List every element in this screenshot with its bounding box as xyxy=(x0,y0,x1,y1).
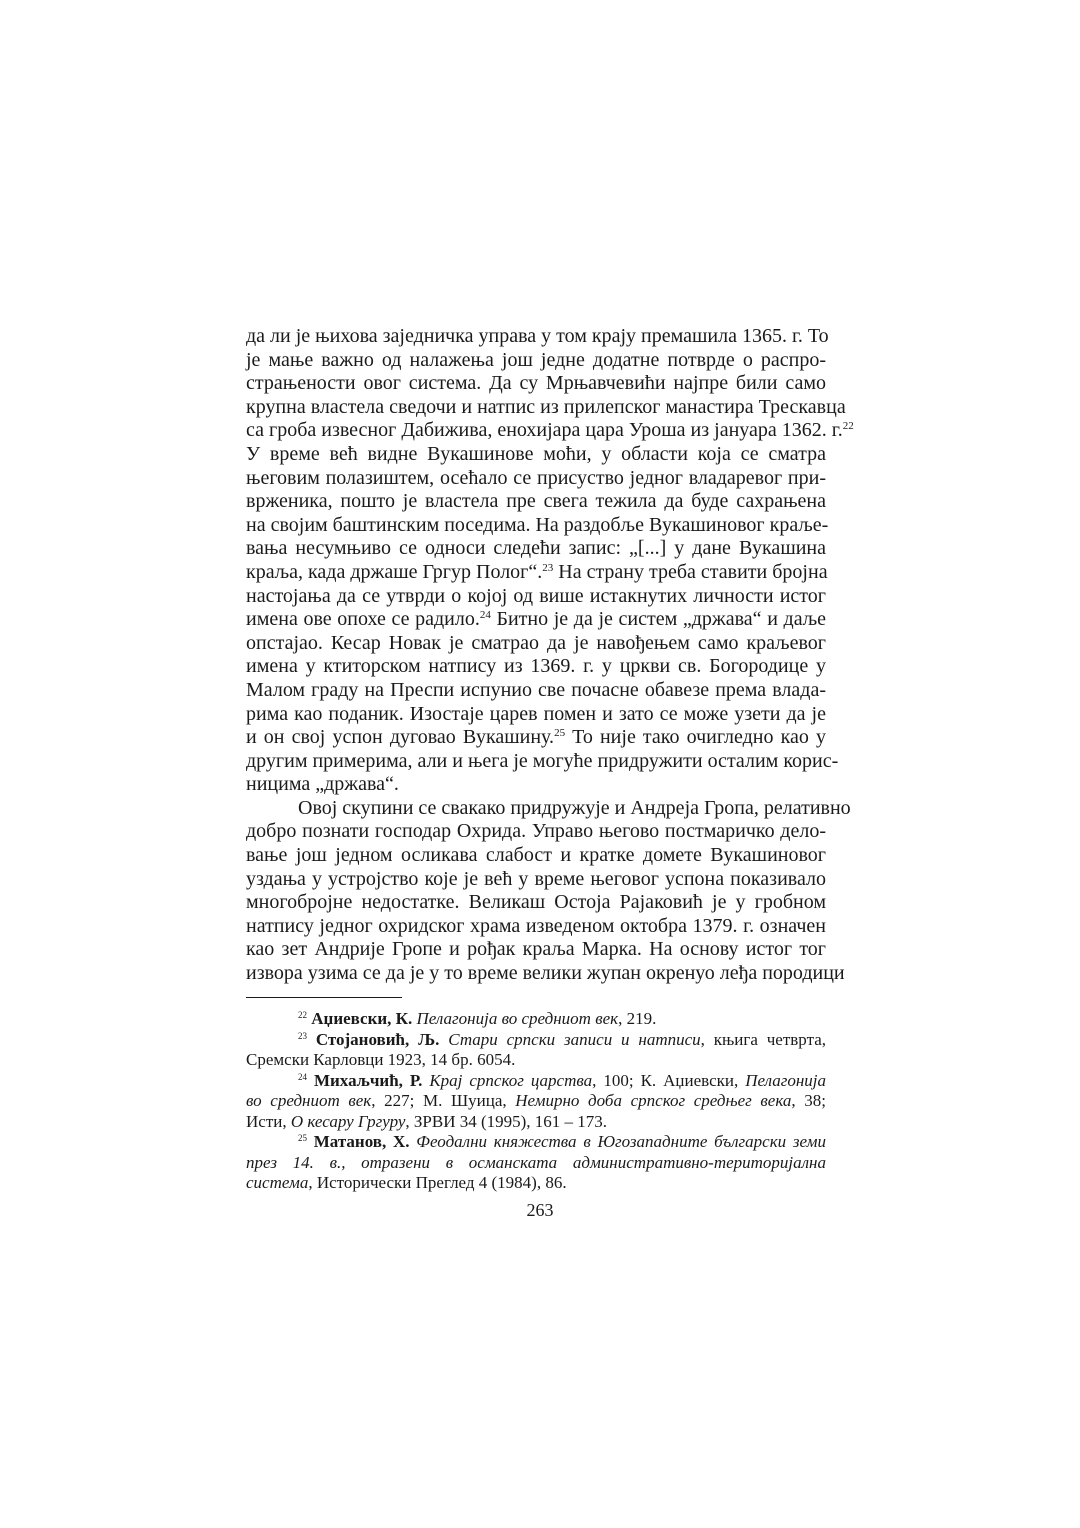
footnote-number: 25 xyxy=(298,1133,307,1143)
footnote-ref[interactable]: 25 xyxy=(554,727,566,740)
body-line: У време већ видне Вукашинове моћи, у области која се сматра xyxy=(246,442,826,465)
body-line: ницима „држава“. xyxy=(246,773,399,796)
footnote-24 xyxy=(246,1071,826,1092)
footnote-text: , 100; К. Аџиевски, xyxy=(592,1070,746,1090)
body-line: Малом граду на Преспи испунио све почасне обавезе према влада- xyxy=(246,678,826,701)
body-line xyxy=(246,726,826,750)
footnote-25-cont xyxy=(246,1153,826,1174)
body-line: вања несумњиво се односи следећи запис: „[...] у дане Вукашина xyxy=(246,537,826,560)
footnote-text: , Исторически Преглед 4 (1984), 86. xyxy=(308,1173,567,1192)
footnote-number: 24 xyxy=(298,1071,307,1082)
footnote-text: , ЗРВИ 34 (1995), 161 – 173. xyxy=(405,1111,608,1131)
footnote-title: Крај српског царства xyxy=(429,1070,593,1090)
footnote-title: през 14. в., отразени в османската административно-териториjална xyxy=(246,1152,826,1172)
footnote-title: Стари српски записи и натписи xyxy=(448,1029,701,1049)
footnote-23-cont: Сремски Карловци 1923, 14 бр. 6054. xyxy=(246,1050,516,1069)
body-line: опстајао. Кесар Новак је сматрао да је навођењем само краљевог xyxy=(246,631,826,654)
main-text xyxy=(246,325,854,986)
footnote-ref[interactable]: 22 xyxy=(842,420,854,433)
footnote-author: Матанов, Х. xyxy=(313,1132,410,1151)
footnote-23 xyxy=(246,1030,826,1051)
body-text: То није тако очигледно као у xyxy=(565,726,826,749)
body-line: да ли је њихова заједничка управа у том крају премашила 1365. г. То xyxy=(246,325,829,347)
body-line: је мање важно од налажења још једне додатне потврде о распро- xyxy=(246,348,826,371)
footnote-title: Пелагонија во средниот век xyxy=(416,1009,619,1028)
body-text: Битно је да је систем „држава“ и даље xyxy=(490,608,826,631)
footnote-author: Стојановић, Љ. xyxy=(315,1029,440,1049)
body-text: и он свој успон дуговао Вукашину. xyxy=(246,726,555,749)
body-line: настојања да се утврди о којој од више истакнутих личности истог xyxy=(246,584,826,607)
footnote-title: во средниот век xyxy=(246,1091,372,1110)
body-text: краља, када држаше Гргур Полог“. xyxy=(246,560,543,583)
footnote-author: Михаљчић, Р. xyxy=(313,1070,423,1090)
body-line: добро познати господар Охрида. Управо његово постмаричко дело- xyxy=(246,820,826,843)
body-line: натпису једног охридског храма изведеном октобра 1379. г. означен xyxy=(246,914,826,937)
footnote-22 xyxy=(246,1009,826,1030)
page-number: 263 xyxy=(526,1200,554,1220)
body-line: као зет Андрије Гропе и рођак краља Марка. На основу истог тог xyxy=(246,938,826,961)
footnote-title: Феодални княжества в Югозападните български земи xyxy=(416,1132,827,1151)
body-line: крупна властела сведочи и натпис из прилепског манастира Трескавца xyxy=(246,395,846,418)
footnote-25 xyxy=(246,1132,826,1153)
footnote-title: Пелагонија xyxy=(745,1070,826,1090)
footnotes xyxy=(246,1009,826,1194)
footnote-title: Немирно доба српског средњег века xyxy=(515,1091,792,1110)
footnote-number: 23 xyxy=(298,1030,307,1041)
body-line: извора узима се да је у то време велики жупан окренуо леђа породици xyxy=(246,962,845,985)
body-line: рима као поданик. Изостаје царев помен и зато се може узети да је xyxy=(246,702,826,725)
body-line xyxy=(246,608,826,632)
body-line: врженика, пошто је властела пре свега тежила да буде сахрањена xyxy=(246,490,826,513)
body-line: многобројне недостатке. Великаш Остоја Рајаковић је у гробном xyxy=(246,891,826,914)
body-text: На страну треба ставити бројна xyxy=(553,560,828,583)
body-line: другим примерима, али и њега је могуће придружити осталим корис- xyxy=(246,749,839,772)
footnote-24-cont xyxy=(246,1091,826,1112)
body-line xyxy=(246,419,854,443)
footnote-text: , књига четврта, xyxy=(700,1029,826,1049)
body-text: имена ове опохе се радило. xyxy=(246,608,480,631)
footnote-title: О кесару Гргуру xyxy=(290,1111,406,1131)
body-line: његовим полазиштем, осећало се присуство једног владаревог при- xyxy=(246,466,826,489)
footnote-ref[interactable]: 23 xyxy=(542,561,554,574)
body-line: страњености овог система. Да су Мрњавчевићи најпре били само xyxy=(246,372,826,395)
footnote-text: , 227; М. Шуица, xyxy=(371,1091,516,1110)
footnote-title: система xyxy=(246,1173,309,1192)
body-line: вање још једном осликава слабост и кратке домете Вукашиновог xyxy=(246,844,826,867)
footnote-text: , 219. xyxy=(618,1009,657,1028)
footnote-divider xyxy=(246,997,402,998)
footnote-text: Исти, xyxy=(246,1111,291,1131)
body-line xyxy=(246,561,826,585)
footnote-24-cont xyxy=(246,1112,826,1133)
body-line: Овој скупини се свакако придружује и Андреја Гропа, релативно xyxy=(298,796,851,819)
body-text: са гроба извесног Дабижива, енохијара цара Уроша из јануара 1362. г. xyxy=(246,419,843,442)
body-line: на својим баштинским поседима. На раздобље Вукашиновог краље- xyxy=(246,513,829,536)
body-line: имена у ктиторском натпису из 1369. г. у цркви св. Богородице у xyxy=(246,655,826,678)
footnote-number: 22 xyxy=(298,1010,307,1020)
footnote-text: , 38; xyxy=(791,1091,826,1110)
body-line: уздања у устројство које је већ у време његовог успона показивало xyxy=(246,867,826,890)
footnote-author: Аџиевски, К. xyxy=(311,1009,413,1028)
footnote-ref[interactable]: 24 xyxy=(479,609,491,622)
footnote-25-cont xyxy=(246,1173,826,1194)
